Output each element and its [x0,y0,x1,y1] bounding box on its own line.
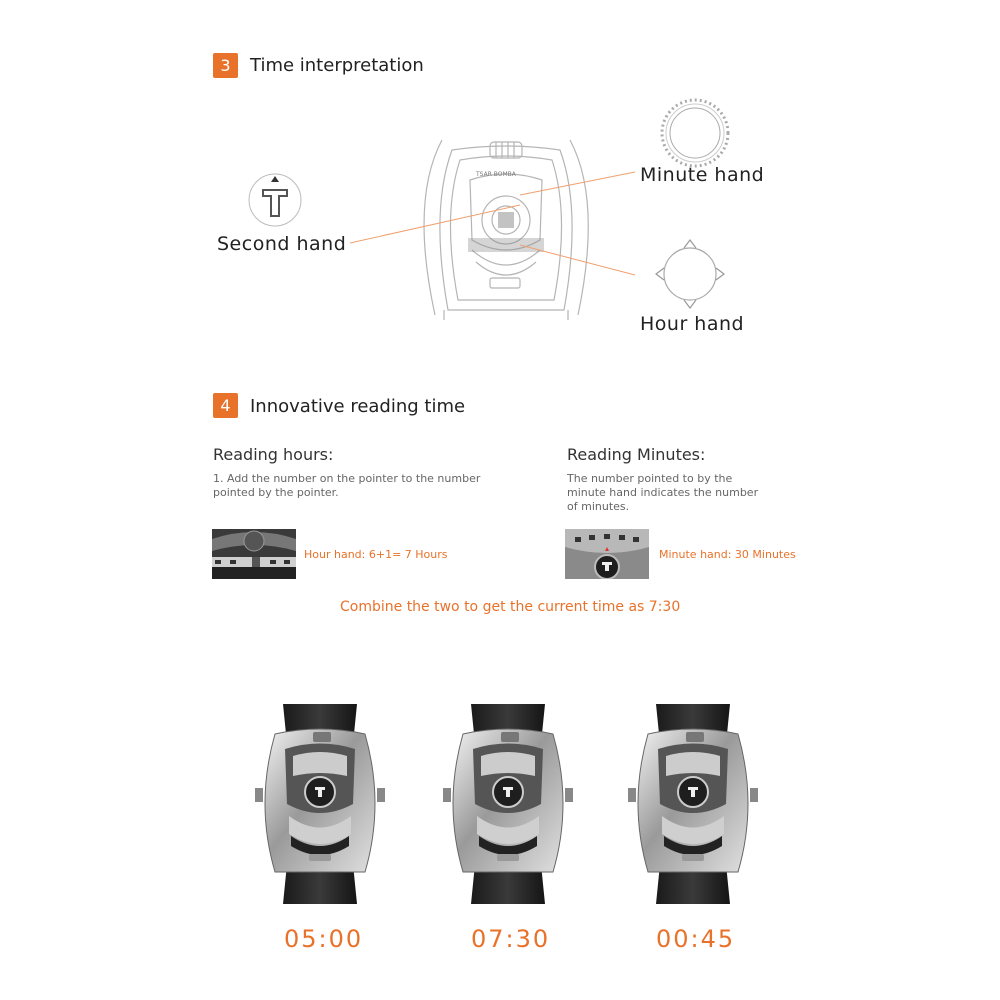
reading-minutes-desc [567,472,758,514]
combine-summary: Combine the two to get the current time as 7:30 [340,599,681,615]
second-hand-label: Second hand [217,233,347,255]
hour-hand-label: Hour hand [640,313,745,335]
section-3-badge: 3 [213,53,238,78]
second-hand-icon [247,172,303,228]
reading-hours-heading: Reading hours: [213,445,334,464]
reading-hours-desc-line2: pointed by the pointer. [213,486,339,499]
reading-minutes-desc-line1: The number pointed to by the [567,472,733,485]
reading-hours-desc-line1: 1. Add the number on the pointer to the number [213,472,481,485]
reading-minutes-desc-line3: of minutes. [567,500,630,513]
minute-ring-icon [658,96,732,170]
reading-minutes-desc-line2: minute hand indicates the number [567,486,759,499]
minute-hand-label: Minute hand [640,164,765,186]
watch-2-time: 07:30 [471,925,551,953]
watch-1-time: 05:00 [284,925,364,953]
minute-dial-crop-image [565,529,649,579]
section-3-title: Time interpretation [250,55,424,76]
section-4-badge: 4 [213,393,238,418]
svg-text:TSAR BOMBA: TSAR BOMBA [476,171,516,178]
hour-hand-caption: Hour hand: 6+1= 7 Hours [304,548,448,561]
reading-minutes-heading: Reading Minutes: [567,445,706,464]
section-4-title: Innovative reading time [250,396,466,417]
hour-hand-icon [652,236,728,312]
minute-hand-caption: Minute hand: 30 Minutes [659,548,796,561]
leader-lines [0,0,1000,340]
watch-photo-1 [255,704,385,904]
hour-dial-crop-image [212,529,296,579]
watch-photo-2 [443,704,573,904]
reading-hours-desc [213,472,480,500]
watch-photo-3 [628,704,758,904]
watch-3-time: 00:45 [656,925,736,953]
